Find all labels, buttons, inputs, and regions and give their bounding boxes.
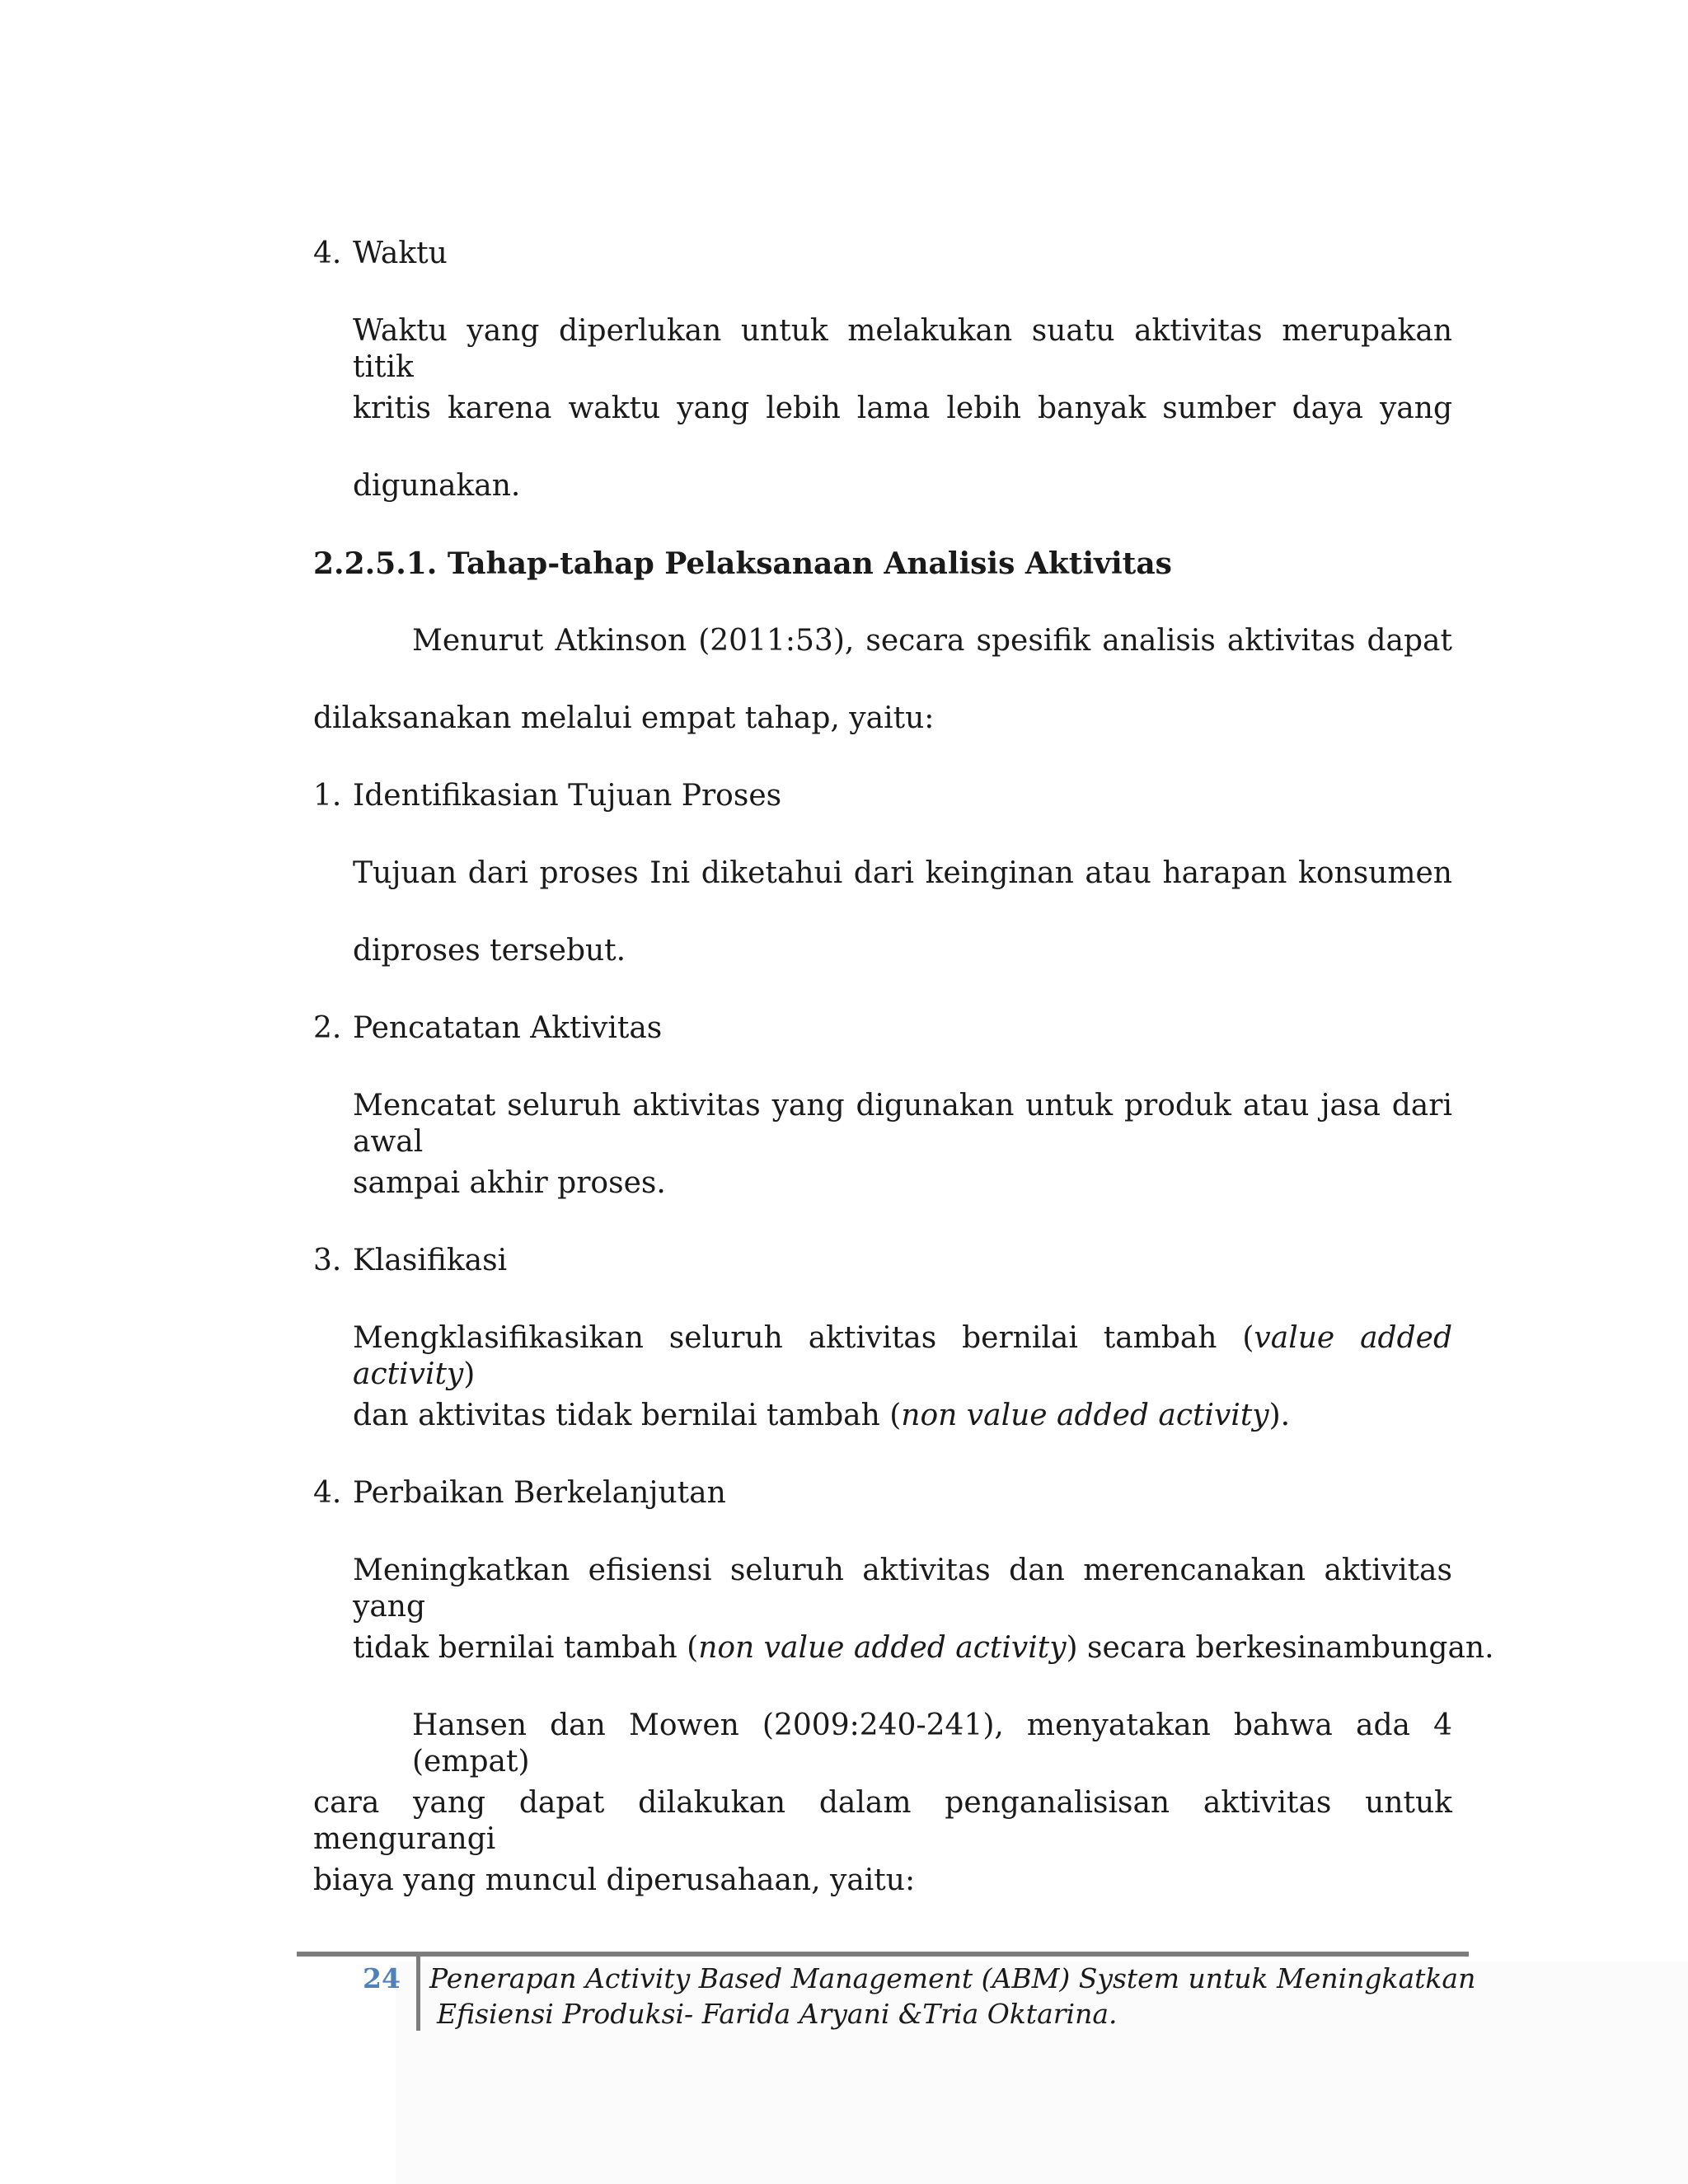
paragraph-line: Meningkatkan efisiensi seluruh aktivitas dan merencanakan aktivitas yang <box>353 1554 1452 1624</box>
list-item-title: Waktu <box>353 237 448 270</box>
italic-term: non value added activity <box>901 1399 1269 1432</box>
page-number: 24 <box>363 1962 401 1994</box>
text-run: Mengklasifikasikan seluruh aktivitas bernilai tambah ( <box>353 1321 1254 1355</box>
paragraph-line <box>353 1630 1494 1666</box>
list-number: 3. <box>313 1244 342 1277</box>
list-number: 2. <box>313 1011 342 1045</box>
list-item-title: Klasifikasi <box>353 1244 508 1277</box>
paragraph-line: Menurut Atkinson (2011:53), secara spesifik analisis aktivitas dapat <box>412 624 1452 658</box>
paragraph-line: cara yang dapat dilakukan dalam penganalisisan aktivitas untuk mengurangi <box>313 1786 1452 1856</box>
paragraph-line: sampai akhir proses. <box>353 1166 666 1200</box>
text-run: ) secara berkesinambungan. <box>1066 1631 1494 1665</box>
text-run: ) <box>463 1357 476 1391</box>
paragraph-line: digunakan. <box>353 469 521 503</box>
text-run: dan aktivitas tidak bernilai tambah ( <box>353 1399 902 1432</box>
paragraph-line: diproses tersebut. <box>353 934 626 968</box>
list-item-title: Pencatatan Aktivitas <box>353 1011 663 1045</box>
paragraph-line: Waktu yang diperlukan untuk melakukan suatu aktivitas merupakan titik <box>353 314 1452 384</box>
list-number: 1. <box>313 779 342 813</box>
footer-divider <box>416 1957 420 2031</box>
list-item-title: Perbaikan Berkelanjutan <box>353 1476 726 1510</box>
text-run: ). <box>1268 1399 1291 1432</box>
paragraph-line: Mencatat seluruh aktivitas yang digunakan untuk produk atau jasa dari awal <box>353 1089 1452 1159</box>
section-heading: 2.2.5.1. Tahap-tahap Pelaksanaan Analisis Aktivitas <box>313 546 1172 581</box>
footer-rule <box>297 1952 1469 1957</box>
footer-citation-line: Penerapan Activity Based Management (ABM) System untuk Meningkatkan <box>429 1962 1476 1994</box>
paragraph-line: biaya yang muncul diperusahaan, yaitu: <box>313 1863 916 1897</box>
paragraph-line <box>353 1320 1452 1393</box>
italic-term: non value added activity <box>698 1631 1067 1665</box>
paragraph-line: kritis karena waktu yang lebih lama lebih banyak sumber daya yang <box>353 391 1452 425</box>
paragraph-line <box>353 1398 1290 1434</box>
italic-term: value added activity <box>353 1321 1452 1391</box>
text-run: tidak bernilai tambah ( <box>353 1631 699 1665</box>
footer-citation-line: Efisiensi Produksi- Farida Aryani &Tria Oktarina. <box>437 1998 1118 2030</box>
list-number: 4. <box>313 1476 342 1510</box>
paragraph-line: Tujuan dari proses Ini diketahui dari keinginan atau harapan konsumen <box>353 856 1452 890</box>
list-number: 4. <box>313 237 342 270</box>
paragraph-line: dilaksanakan melalui empat tahap, yaitu: <box>313 701 935 735</box>
paragraph-line: Hansen dan Mowen (2009:240-241), menyatakan bahwa ada 4 (empat) <box>412 1708 1452 1779</box>
list-item-title: Identifikasian Tujuan Proses <box>353 779 782 813</box>
